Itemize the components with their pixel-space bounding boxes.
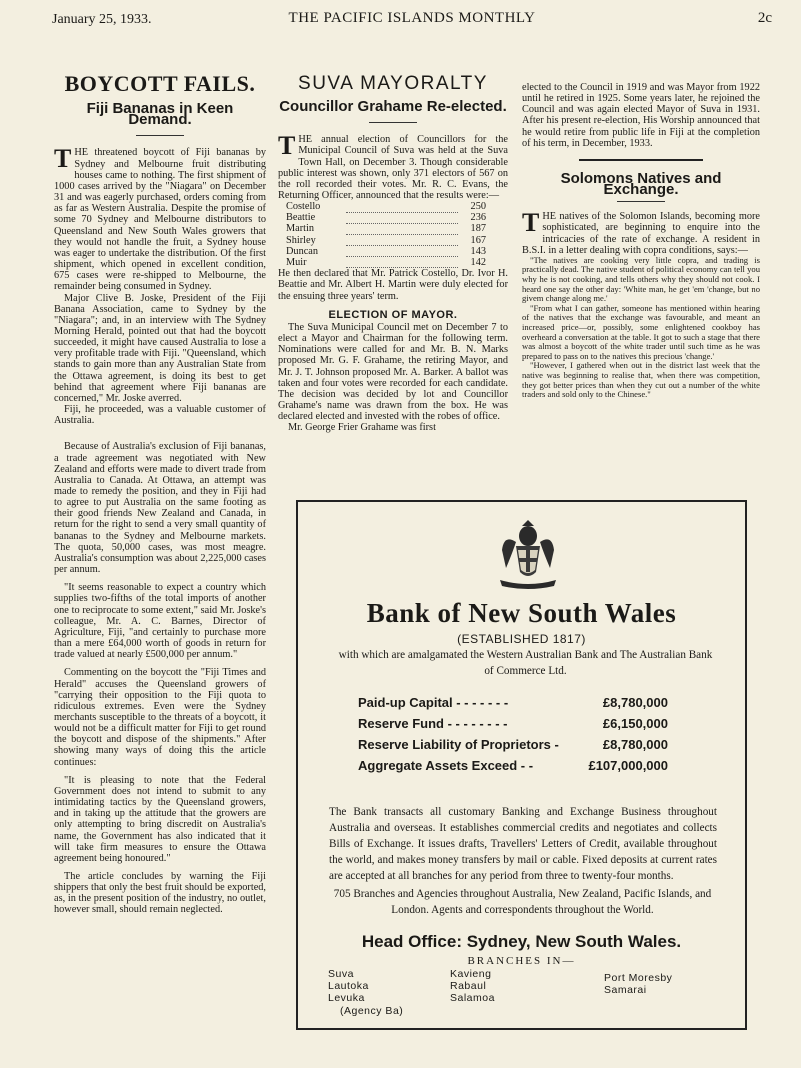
bank-advertisement [296, 500, 747, 1030]
amalgamation-note: with which are amalgamated the Western Australian Bank and The Australian Bank of Commerce Ltd. [338, 649, 713, 677]
vote-count: 236 [470, 212, 486, 224]
drop-cap: T [54, 144, 72, 174]
result-row [286, 246, 486, 257]
figure-amount: £8,780,000 [602, 737, 668, 752]
suva-continued: elected to the Council in 1919 and was Mayor from 1922 until he retired in 1925. Some years later, he rejoined the Council and was again elected Mayor of Suva in 1931. After his present re-election, His Worship announced that he would retire from public life in Fiji at the completion of his term, in December, 1933. [522, 82, 760, 149]
drop-cap: T [522, 208, 540, 238]
candidate-name: Shirley [286, 234, 316, 246]
candidate-name: Beattie [286, 212, 316, 224]
result-row [286, 223, 486, 234]
boycott-paragraph: Fiji, he proceeded, was a valuable customer of Australia. [54, 404, 266, 427]
candidate-name: Muir [286, 256, 307, 268]
figure-row [358, 713, 668, 734]
solomons-quotes [522, 256, 760, 400]
solomons-quote: "The natives are cooking very little copra, and trading is practically dead. The native student of political economy can tell you why he is not cooking, and tells others why they should not cook. I heard one say the other day: 'White man, he get 'em 'change, but no givem change along me.' [522, 254, 760, 304]
vote-count: 187 [470, 223, 486, 235]
established: (ESTABLISHED 1817) [457, 632, 586, 646]
solomons-headline: Solomons Natives and Exchange. [560, 169, 722, 199]
branch-name: (Agency Ba) [340, 1004, 404, 1017]
figure-row [358, 755, 668, 776]
solomons-paragraph: THE natives of the Solomon Islands, becoming more sophisticated, are beginning to enquire into the intricacies of the rate of exchange. A resident in B.S.I. in a letter dealing with copra conditions, says:— [522, 208, 760, 256]
branch-name: Lautoka [328, 980, 369, 993]
boycott-subhead: Fiji Bananas in Keen Demand. [86, 100, 234, 129]
branch-name: Suva [328, 968, 354, 980]
suva-subhead: Councillor Grahame Re-elected. [279, 98, 507, 116]
capital-figures [358, 692, 668, 776]
branches-column [450, 968, 495, 1005]
result-row [286, 235, 486, 246]
candidate-name: Costello [286, 201, 321, 213]
branch-name: Samarai [604, 984, 647, 997]
figure-amount: £107,000,000 [588, 758, 668, 773]
boycott-paragraph: Because of Australia's exclusion of Fiji bananas, a trade agreement was negotiated with New Zealand and efforts were made to divert trade from Australia to Canada. At Ottawa, an attempt was made to remedy the position, and they in Fiji had to agree to put Australia on the same footing as their good friends New Zealand and Canada, in return for the right to send a very small quantity of bananas to the Sydney and Melbourne markets. The quota, 50,000 cases, was most meagre. Australia's consumption was about 2,225,000 cases per annum. [54, 441, 266, 576]
figure-label: Reserve Liability of Proprietors - [358, 737, 559, 752]
boycott-paragraph: "It seems reasonable to expect a country which supplies two-fifths of the total imports of another one to reciprocate to some extent," said Mr. Joske's colleague, Mr. A. C. Barnes, Director of Agriculture, Fiji, "and certainly to purchase more than a mere £64,000 worth of goods in return for trade valued at nearly £500,000 per annum." [54, 582, 266, 661]
running-head [52, 10, 772, 32]
leader-dots [346, 212, 458, 223]
branches-note: 705 Branches and Agencies throughout Australia, New Zealand, Pacific Islands, and London. Agents and correspondents throughout the World. [333, 888, 712, 916]
mayor-election-heading: ELECTION OF MAYOR. [328, 308, 458, 321]
figure-row [358, 692, 668, 713]
bank-services: The Bank transacts all customary Banking and Exchange Business throughout Australia and overseas. It establishes commercial credits and negotiates and collects Bills of Exchange. It issues drafts, Travellers' Letters of Credit, available throughout the world, and makes money transfers by mail or cable. Fixed deposits at current rates are accepted at all branches for any period from three to twenty-four months. [329, 806, 717, 882]
branches-column [328, 968, 403, 1017]
leader-dots [346, 246, 458, 257]
head-office: Head Office: Sydney, New South Wales. [361, 932, 682, 951]
suva-paragraph: He then declared that Mr. Patrick Costello, Dr. Ivor H. Beattie and Mr. Albert H. Martin were duly elected for the ensuing three years' term. [278, 268, 508, 302]
figure-label: Reserve Fund - - - - - - - - [358, 716, 508, 731]
coat-of-arms-icon [496, 520, 560, 592]
divider [369, 122, 417, 123]
boycott-paragraph: THE threatened boycott of Fiji bananas by Sydney and Melbourne fruit distributing houses came to nothing. The first shipment of 1000 cases arrived by the "Niagara" on December 31 and was eagerly purchased, orders coming from as far as Western Australia. Despite the promise of some 70 Sydney and Melbourne distributors to Queensland and New South Wales growers that they would not handle the fruit, a Sydney house was eager to undertake the distribution. Of the first shipment, which opened in excellent condition, 675 cases were re-shipped to Melbourne, the remainder being consumed in Sydney. [54, 144, 266, 293]
boycott-paragraph: "It is pleasing to note that the Federal Government does not intend to submit to any intimidating tactics by the Queensland growers, and in taking up the attitude that the growers are only attempting to bring discredit on Australia's name, the Government has also indicated that it will take firm measures to ensure the Ottawa agreement being honoured." [54, 774, 266, 864]
boycott-paragraph: The article concludes by warning the Fiji shippers that only the best fruit should be exported, as, in the present position of the industry, no outlet, however small, should remain neglected. [54, 871, 266, 916]
figure-amount: £8,780,000 [602, 695, 668, 710]
solomons-quote: "However, I gathered when out in the district last week that the native was beginning to realise that, when there was competition, they got better prices than when they cut out a number of the white traders and sold only to the Chinese." [522, 360, 760, 400]
branch-name: Levuka [328, 992, 365, 1005]
vote-count: 142 [470, 256, 486, 268]
column-boycott [54, 71, 266, 916]
column-solomons [522, 82, 760, 400]
result-row [286, 212, 486, 223]
branches-heading: BRANCHES IN— [467, 955, 576, 967]
suva-paragraph: Mr. George Frier Grahame was first [288, 422, 436, 434]
candidate-name: Duncan [286, 245, 319, 257]
vote-count: 143 [470, 245, 486, 257]
leader-dots [346, 223, 458, 234]
election-results [286, 201, 486, 268]
boycott-paragraph: Major Clive B. Joske, President of the Fiji Banana Association, came to Sydney by the "Niagara"; and, in an interview with The Sydney Morning Herald, pointed out that had the boycott succeeded, it might have caused Australia to lose a very profitable trade with Fiji. "Queensland, which stands to gain more than any Australian State from the Ottawa agreement, is doing its best to get behind that agreement where Fiji bananas are concerned," Mr. Joske averred. [54, 292, 266, 404]
figure-label: Aggregate Assets Exceed - - [358, 758, 534, 773]
figure-label: Paid-up Capital - - - - - - - [358, 695, 509, 710]
branch-name: Port Moresby [604, 972, 673, 984]
branches-column [604, 972, 672, 996]
leader-dots [346, 257, 458, 268]
divider [136, 135, 184, 136]
leader-dots [346, 201, 458, 212]
column-suva [278, 73, 508, 434]
branch-name: Salamoa [450, 992, 495, 1005]
drop-cap: T [278, 131, 296, 161]
result-row [286, 201, 486, 212]
publication-title: THE PACIFIC ISLANDS MONTHLY [288, 10, 536, 26]
vote-count: 167 [470, 234, 486, 246]
vote-count: 250 [470, 201, 486, 213]
bank-name: Bank of New South Wales [366, 598, 677, 628]
solomons-quote: "From what I can gather, someone has mentioned within hearing of the natives that the exchange was favourable, and meant an increased price—or, possibly, some enlightened cookboy has overheard a conversation at the table. It got to such a stage that there was almost a boycott of the white trader until such time as he was prepared to pass on to the natives this precious 'change.' [522, 302, 760, 361]
boycott-headline: BOYCOTT FAILS. [64, 71, 256, 96]
suva-paragraph: THE annual election of Councillors for the Municipal Council of Suva was held at the Suva Town Hall, on December 3. Though considerable public interest was shown, only 371 electors of 567 on the roll recorded their votes. Mr. R. C. Evans, the Returning Officer, announced that the results were:— [278, 131, 508, 202]
divider [617, 201, 665, 202]
branch-name: Kavieng [450, 968, 492, 980]
issue-date: January 25, 1933. [52, 12, 152, 27]
candidate-name: Martin [286, 223, 315, 235]
result-row [286, 257, 486, 268]
leader-dots [346, 235, 458, 246]
suva-headline: SUVA MAYORALTY [298, 73, 488, 94]
suva-paragraph: The Suva Municipal Council met on December 7 to elect a Mayor and Chairman for the following term. Nominations were called for and Mr. B. N. Marks proposed Mr. G. F. Grahame, the retiring Mayor, and Mr. J. T. Johnson proposed Mr. A. Barker. A ballot was taken and four votes were recorded for each candidate. The decision was decided by lot and Councillor Grahame's name was drawn from the box. He was declared elected and invested with the robes of office. [278, 321, 508, 423]
branch-name: Rabaul [450, 980, 487, 993]
page-number: 2c [757, 10, 772, 26]
figure-amount: £6,150,000 [602, 716, 668, 731]
figure-row [358, 734, 668, 755]
divider [579, 159, 703, 161]
boycott-paragraph: Commenting on the boycott the "Fiji Times and Herald" accuses the Queensland growers of "carrying their opposition to the Fiji quota to ridiculous extremes. Even were the Sydney merchants susceptible to the threats of a boycott, it would not be a difficult matter for Fiji to get round the boycott and dispose of the shipments." After showing many ways of doing this the article continues: [54, 667, 266, 768]
